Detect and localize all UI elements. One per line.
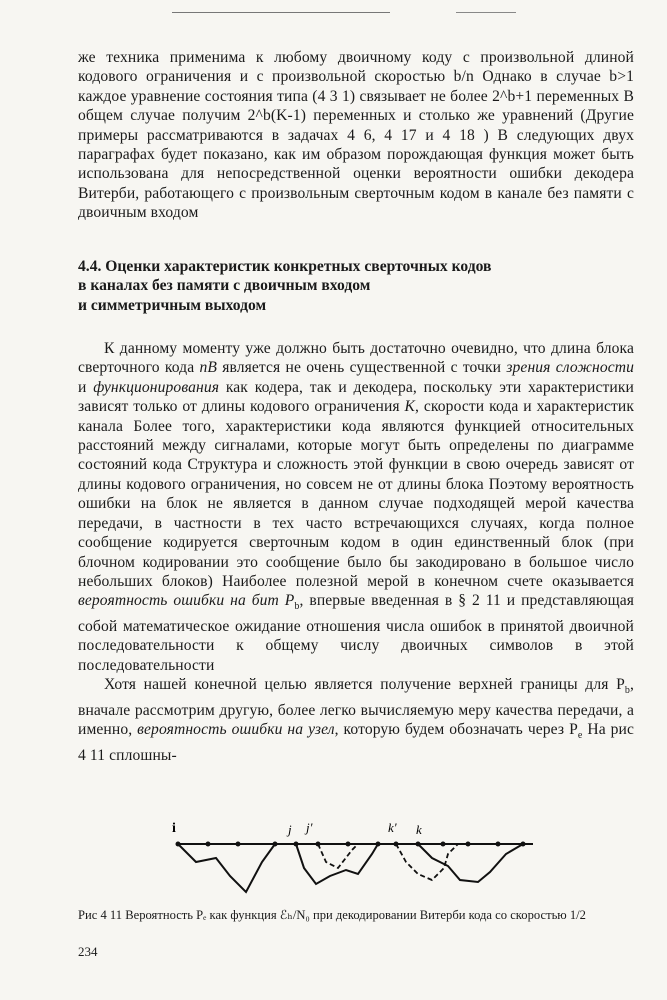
page-number: 234 [78, 944, 98, 959]
top-rule [172, 12, 390, 13]
section-title-line2: в каналах без памяти с двоичным входом [78, 277, 371, 295]
paragraph-2: Хотя нашей конечной целью является получение верхней границы для $P_b$, вначале рассмотрим другую, более легко вычисляемую меру качества передачи, а именно, вероятность ошибки на узел, которую будем обозначать через $P_e$ На рис 4 11 сплошны- [78, 676, 635, 764]
error-path-3 [418, 844, 523, 882]
section-title-line1: Оценки характеристик конкретных сверточных кодов [105, 257, 492, 275]
top-rule-short [456, 12, 516, 13]
label-k-prime: k' [388, 820, 397, 835]
paragraph-1: К данному моменту уже должно быть достаточно очевидно, что длина блока сверточного кода nB является не очень существенной с точки зрения сложности и функционирования как кодера, так и декодера, поскольку эти характеристики зависят только от длины кодового ограничения K, скорости кода и характеристик канала Более того, характеристики кода являются функцией относительных расстояний между сигналами, которые могут быть определены по диаграмме состояний кода Структура и сложность этой функции в свою очередь зависят от длины кодового ограничения, но совсем не от длины блока Поэтому вероятность ошибки на блок не является в данном случае подходящей мерой качества передачи, в частности в тех часто встречающихся случаях, когда полное сообщение кодируется сверточным кодом в один единственный блок (при блочном кодировании это сообщение было бы закодировано в большое число небольших блоков) Наиболее полезной мерой в конечном счете оказывается вероятность ошибки на бит $P_b$, впервые введенная в § 2 11 и представляющая собой математическое ожидание отношения числа ошибок в принятой двоичной последовательности к общему числу двоичных символов в этой последовательности [78, 340, 634, 674]
label-k: k [416, 822, 422, 837]
error-path-1 [178, 844, 275, 892]
section-heading [78, 257, 634, 316]
competing-path-dashed-2 [396, 844, 458, 880]
page-body [78, 48, 634, 765]
label-j-prime: j' [306, 820, 313, 835]
section-title-line3: и симметричным выходом [78, 297, 267, 315]
intro-paragraph: же техника применима к любому двоичному коду с произвольной длиной кодового ограничения и с произвольной скоростью b/n Однако в случае b>1 каждое уравнение состояния типа (4 3 1) связывает не более 2^b+1 переменных В общем случае получим 2^b(K-1) переменных и столько же уравнений (Другие примеры рассматриваются в задачах 4 6, 4 17 и 4 18 ) В следующих двух параграфах будет показано, как им образом порождающая функция может быть использована для непосредственной оценки вероятности ошибки декодера Витерби, работающего с произвольным сверточным кодом в канале без памяти с двоичным входом [78, 49, 634, 222]
figure-caption: Рис 4 11 Вероятность Pₑ как функция ℰₕ/N₀ при декодировании Витерби кода со скоростью 1/2 [78, 908, 586, 922]
section-number: 4.4. [78, 257, 102, 275]
error-path-2 [296, 844, 378, 884]
label-j: j [288, 822, 292, 837]
label-i: i [172, 821, 176, 836]
competing-path-dashed-1 [318, 844, 358, 868]
trellis-path-figure [168, 818, 538, 898]
